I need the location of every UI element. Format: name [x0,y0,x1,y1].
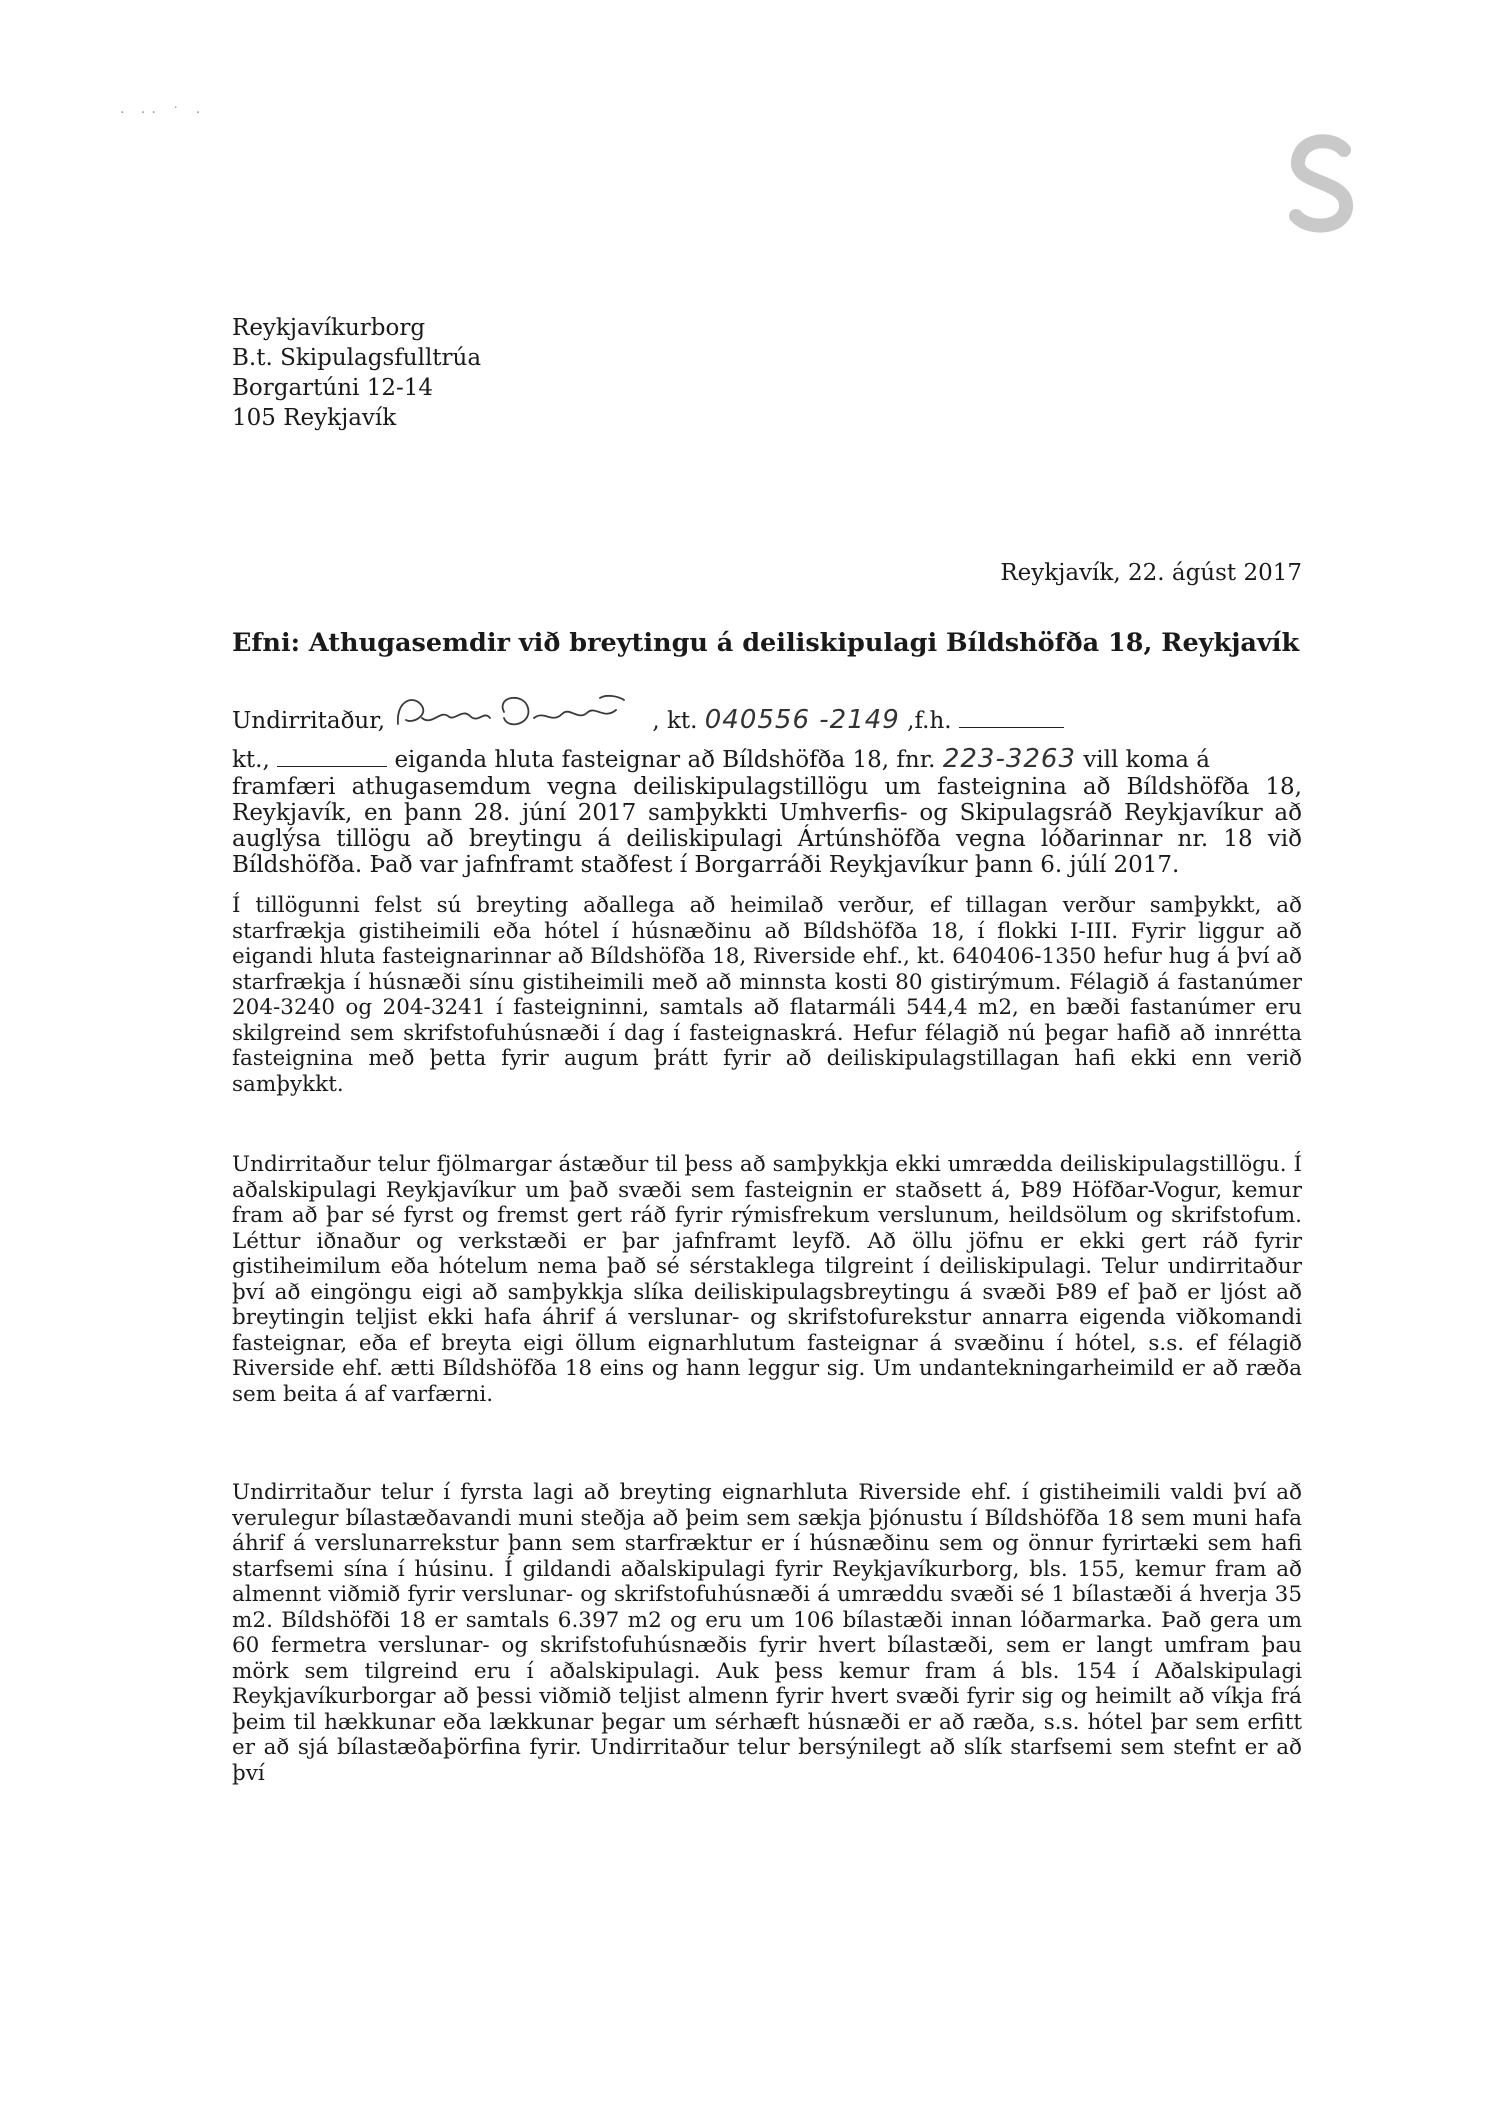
scan-specks: · ·· ˙ · [120,105,207,121]
address-line: B.t. Skipulagsfulltrúa [232,345,482,371]
intro-rest: framfæri athugasemdum vegna deiliskipulagstillögu um fasteignina að Bíldshöfða 18, Reykjavík, en þann 28. júní 2017 samþykkti Umhverfis- og Skipulagsráð Reykjavíkur að auglýsa tillögu að breytingu á deiliskipulagi Ártúnshöfða vegna lóðarinnar nr. 18 við Bíldshöfða. Það var jafnframt staðfest í Borgarráði Reykjavíkur þann 6. júlí 2017. [232,774,1302,878]
letter-date: Reykjavík, 22. ágúst 2017 [1000,560,1302,586]
intro-line2-end: vill koma á [1083,747,1211,773]
address-line: 105 Reykjavík [232,405,397,431]
paragraph-text: Undirritaður telur í fyrsta lagi að breyting eignarhluta Riverside ehf. í gistiheimili valdi því að verulegur bílastæðavandi muni steðja að þeim sem sækja þjónustu í Bíldshöfða 18 sem muni hafa áhrif á verslunarrekstur þann sem starfræktur er í húsnæðinu sem og önnur fyrirtæki sem hafi starfsemi sína í húsinu. Í gildandi aðalskipulagi fyrir Reykjavíkurborg, bls. 155, kemur fram að almennt viðmið fyrir verslunar- og skrifstofuhúsnæði á umræddu svæði sé 1 bílastæði á hverja 35 m2. Bíldshöfði 18 er samtals 6.397 m2 og eru um 106 bílastæði innan lóðarmarka. Það gera um 60 fermetra verslunar- og skrifstofuhúsnæðis fyrir hvert bílastæði, sem er langt umfram þau mörk sem tilgreind eru í aðalskipulagi. Auk þess kemur fram á bls. 154 í Aðalskipulagi Reykjavíkurborgar að þessi viðmið teljist almenn fyrir hvert svæði fyrir sig og heimilt að víkja frá þeim til hækkunar eða lækkunar þegar um sérhæft húsnæði er að ræða, s.s. hótel þar sem erfitt er að sjá bílastæðaþörfina fyrir. Undirritaður telur bersýnilegt að slík starfsemi sem stefnt er að því [232,1480,1302,1786]
intro-paragraph [232,690,1302,878]
address-line: Reykjavíkurborg [232,315,426,341]
address-line: Borgartúni 12-14 [232,375,434,401]
blank-line [959,727,1064,728]
undirritadur-label: Undirritaður, [232,708,386,734]
paragraph-3 [232,1480,1302,1786]
paragraph-text: Undirritaður telur fjölmargar ástæður til þess að samþykkja ekki umrædda deiliskipulagstillögu. Í aðalskipulagi Reykjavíkur um það svæði sem fasteignin er staðsett á, Þ89 Höfðar-Vogur, kemur fram að þar sé fyrst og fremst gert ráð fyrir rýmisfrekum verslunum, heildsölum og skrifstofum. Léttur iðnaður og verkstæði er þar jafnframt leyfð. Að öllu jöfnu er ekki gert ráð fyrir gistiheimilum eða hótelum nema það sé sérstaklega tilgreint í deiliskipulagi. Telur undirritaður því að eingöngu eigi að samþykkja slíka deiliskipulagsbreytingu á svæði Þ89 ef það er ljóst að breytingin teljist ekki hafa áhrif á verslunar- og skrifstofurekstur annarra eigenda viðkomandi fasteignar, eða ef breyta eigi öllum eignarhlutum fasteignar á svæðinu í hótel, s.s. ef félagið Riverside ehf. ætti Bíldshöfða 18 eins og hann leggur sig. Um undantekningarheimild er að ræða sem beita á af varfærni. [232,1152,1302,1407]
recipient-address [232,313,481,433]
handwritten-signature [392,690,652,744]
letter-subject: Efni: Athugasemdir við breytingu á deiliskipulagi Bíldshöfða 18, Reykjavík [232,628,1300,658]
fh-label: ,f.h. [907,708,952,734]
kt-handwritten: 040556 -2149 [704,705,900,735]
paragraph-1 [232,893,1302,1097]
stamp-s-mark [1282,128,1362,238]
kt-label: , kt. [652,708,698,734]
blank-line [277,766,387,767]
fnr-handwritten: 223-3263 [942,744,1076,774]
kt2-label: kt., [232,747,270,773]
paragraph-2 [232,1152,1302,1407]
intro-line2: eiganda hluta fasteignar að Bíldshöfða 18, fnr. [394,747,936,773]
paragraph-text: Í tillögunni felst sú breyting aðallega að heimilað verður, ef tillagan verður samþykkt, að starfrækja gistiheimili eða hótel í húsnæðinu að Bíldshöfða 18, í flokki I-III. Fyrir liggur að eigandi hluta fasteignarinnar að Bíldshöfða 18, Riverside ehf., kt. 640406-1350 hefur hug á því að starfrækja í húsnæði sínu gistiheimili með að minnsta kosti 80 gistirýmum. Félagið á fastanúmer 204-3240 og 204-3241 í fasteigninni, samtals að flatarmáli 544,4 m2, en bæði fastanúmer eru skilgreind sem skrifstofuhúsnæði í dag í fasteignaskrá. Hefur félagið nú þegar hafið að innrétta fasteignina með þetta fyrir augum þrátt fyrir að deiliskipulagstillagan hafi ekki enn verið samþykkt. [232,893,1302,1097]
